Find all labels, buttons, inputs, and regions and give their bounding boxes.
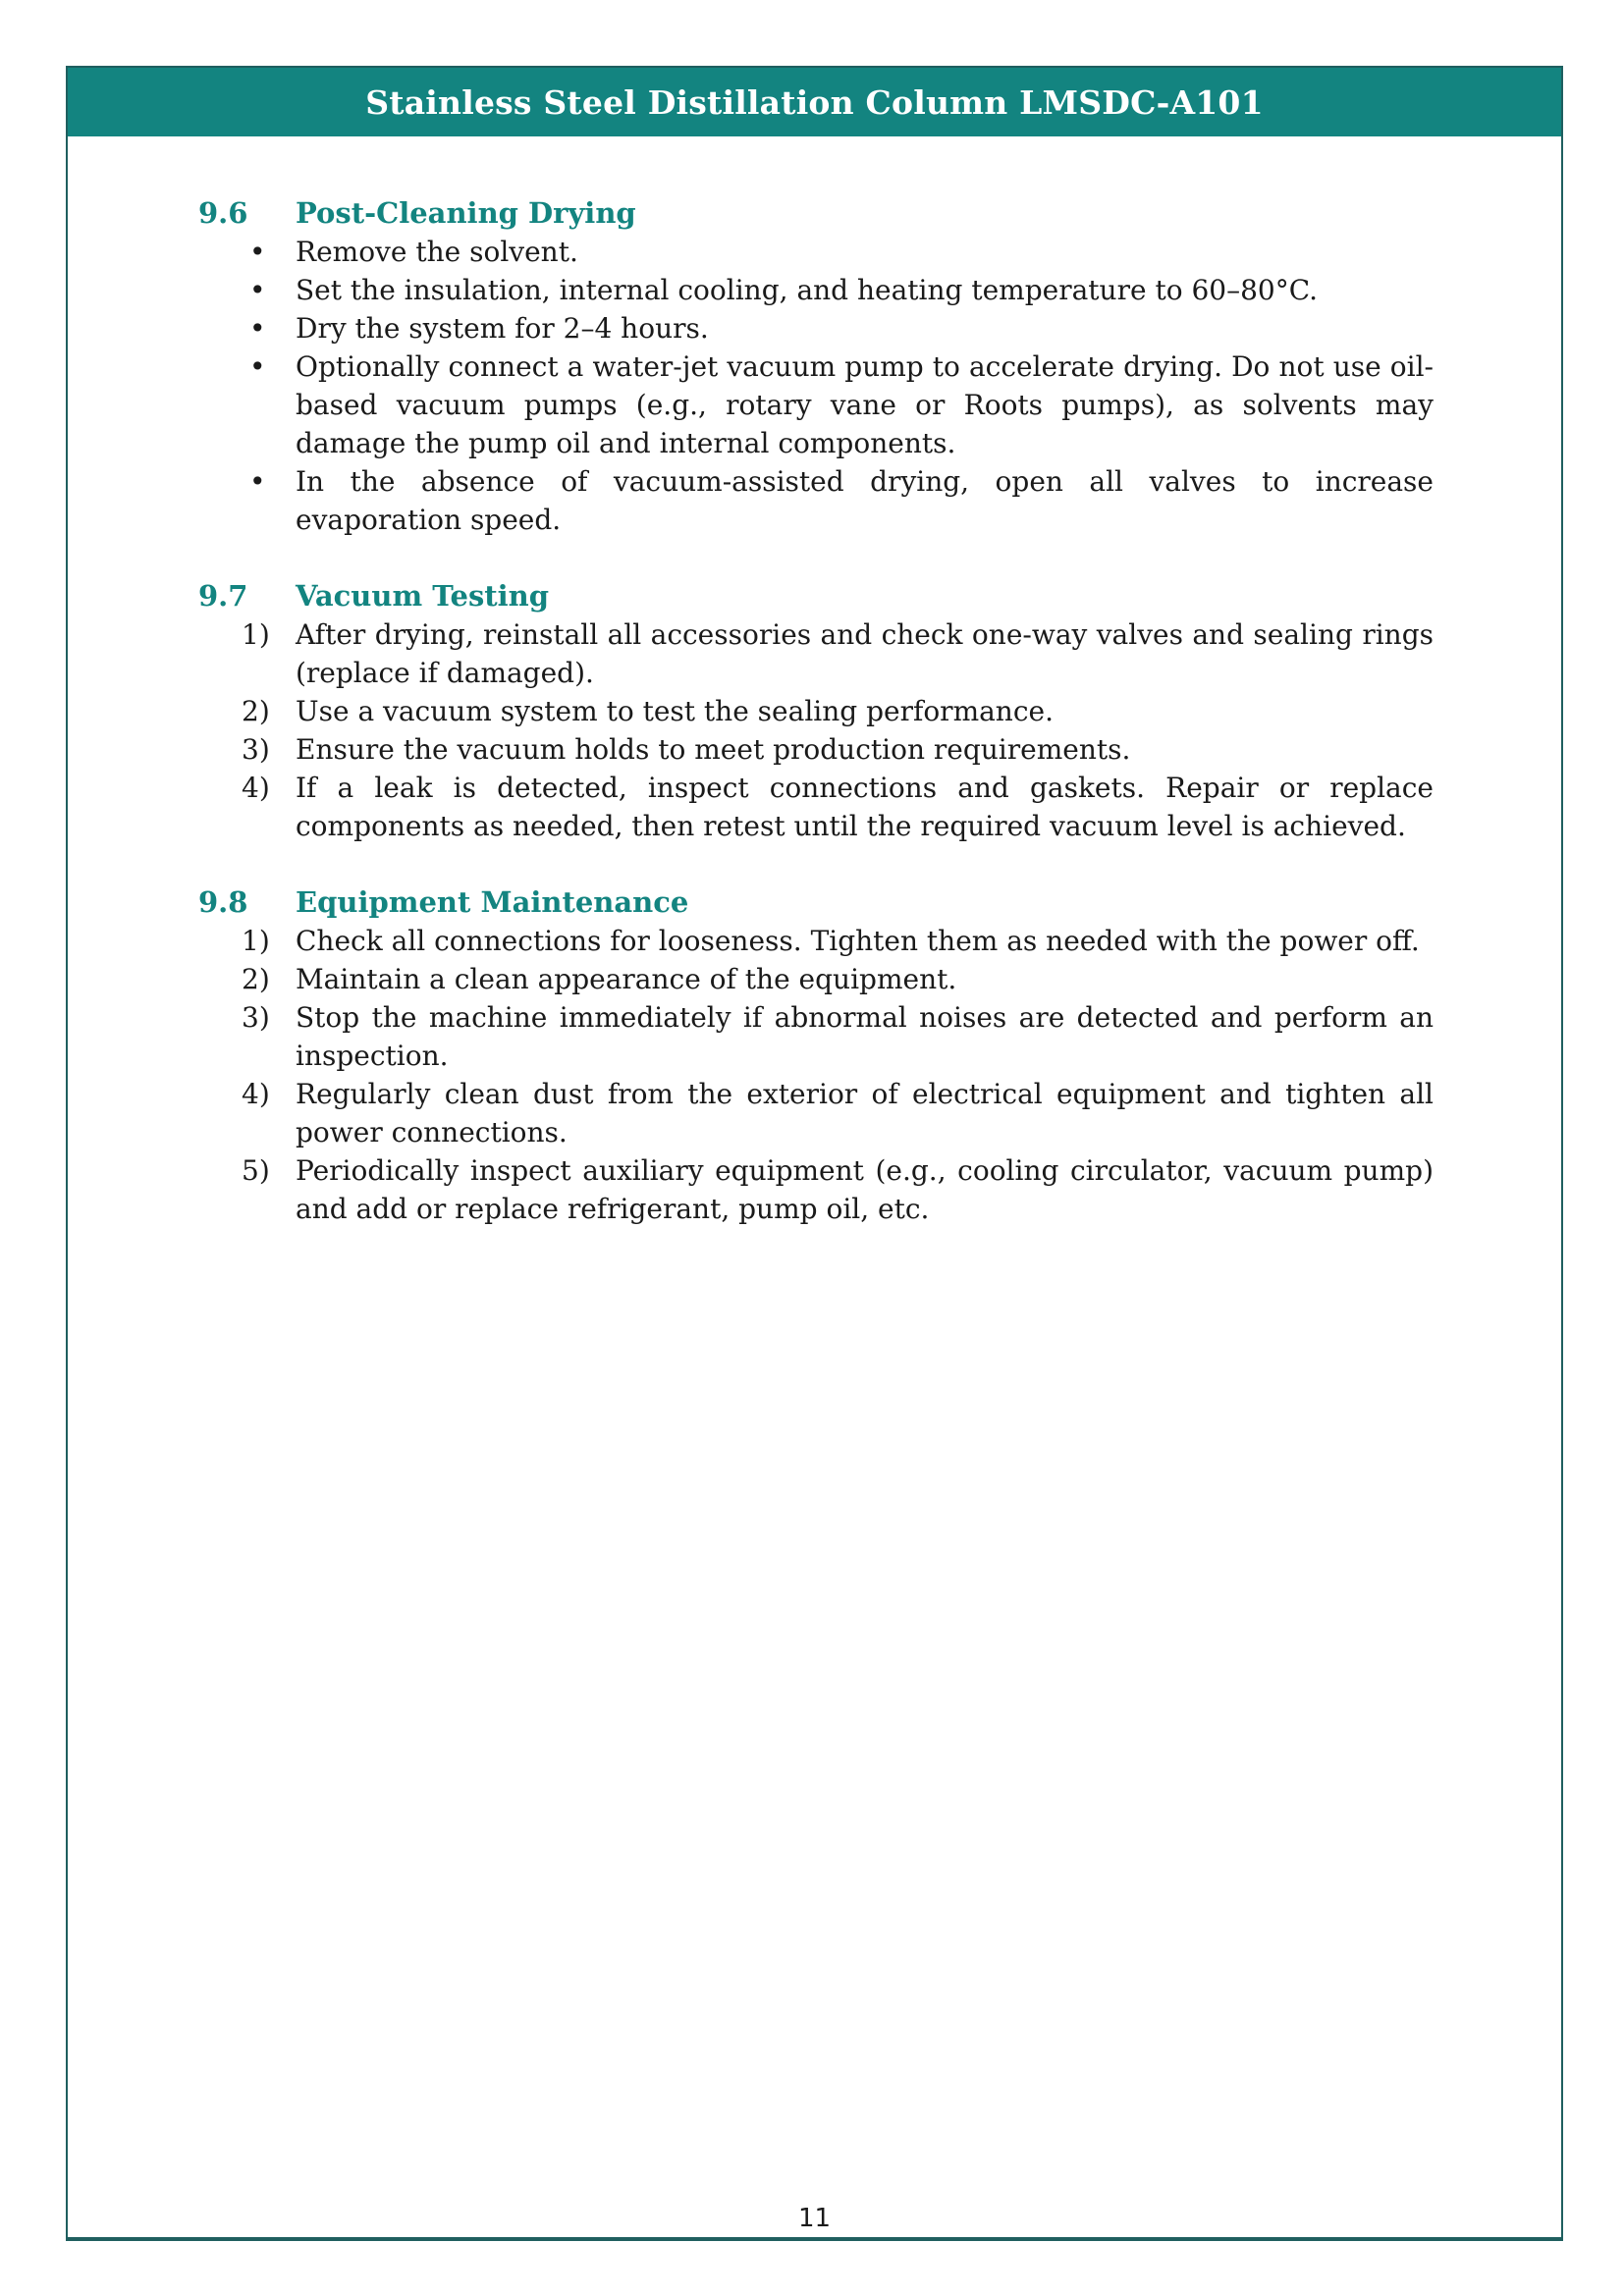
list-item-text: Optionally connect a water-jet vacuum pump to accelerate drying. Do not use oil-based vacuum pumps (e.g., rotary vane or Roots pumps), as solvents may damage the pump oil and internal components. (296, 350, 1434, 459)
list-item-text: Periodically inspect auxiliary equipment (e.g., cooling circulator, vacuum pump) and add or replace refrigerant, pump oil, etc. (296, 1154, 1434, 1225)
list-item (198, 730, 1434, 769)
section-heading (198, 194, 1434, 233)
bullet-icon: • (249, 274, 266, 306)
list-item-text: Ensure the vacuum holds to meet production requirements. (296, 733, 1131, 766)
list-item-text: After drying, reinstall all accessories and check one-way valves and sealing rings (replace if damaged). (296, 618, 1434, 689)
list-item (198, 998, 1434, 1075)
section-heading (198, 577, 1434, 615)
section-vacuum-testing (198, 577, 1434, 845)
list-item (198, 271, 1434, 309)
list-item-text: Set the insulation, internal cooling, and heating temperature to 60–80°C. (296, 274, 1319, 306)
bullet-icon: • (249, 236, 266, 268)
list-item-text: Dry the system for 2–4 hours. (296, 312, 709, 345)
list-item (198, 922, 1434, 960)
bullet-icon: • (249, 350, 266, 383)
document-title: Stainless Steel Distillation Column LMSDC-A101 (365, 82, 1264, 122)
list-marker: 2) (242, 963, 270, 995)
list-item (198, 960, 1434, 998)
section-title: Vacuum Testing (296, 579, 550, 613)
page-number: 11 (797, 2204, 832, 2233)
list-marker: 2) (242, 695, 270, 727)
list-marker: 3) (242, 733, 270, 766)
section-number: 9.7 (198, 579, 248, 613)
list-item-text: In the absence of vacuum-assisted drying, open all valves to increase evaporation speed. (296, 465, 1434, 536)
list-item (198, 692, 1434, 730)
numbered-list (198, 922, 1434, 1228)
section-number: 9.8 (198, 885, 248, 919)
section-title: Post-Cleaning Drying (296, 196, 636, 230)
list-item (198, 309, 1434, 347)
section-title: Equipment Maintenance (296, 885, 689, 919)
header-bar (68, 68, 1561, 136)
list-item-text: Stop the machine immediately if abnormal noises are detected and perform an inspection. (296, 1001, 1434, 1072)
bullet-icon: • (249, 465, 266, 498)
bullet-list (198, 233, 1434, 539)
list-item-text: Use a vacuum system to test the sealing performance. (296, 695, 1054, 727)
list-item-text: Maintain a clean appearance of the equipment. (296, 963, 957, 995)
list-item-text: Check all connections for looseness. Tighten them as needed with the power off. (296, 925, 1420, 957)
document-body (198, 194, 1434, 1266)
list-item (198, 347, 1434, 462)
section-heading (198, 883, 1434, 922)
list-item (198, 233, 1434, 271)
section-post-cleaning-drying (198, 194, 1434, 539)
list-item-text: Regularly clean dust from the exterior of electrical equipment and tighten all power connections. (296, 1078, 1434, 1148)
list-marker: 4) (242, 772, 270, 804)
list-marker: 5) (242, 1154, 270, 1187)
list-item (198, 615, 1434, 692)
list-marker: 1) (242, 618, 270, 651)
bullet-icon: • (249, 312, 266, 345)
list-item-text: Remove the solvent. (296, 236, 578, 268)
list-item (198, 462, 1434, 539)
list-marker: 4) (242, 1078, 270, 1110)
list-marker: 1) (242, 925, 270, 957)
list-item (198, 1151, 1434, 1228)
section-number: 9.6 (198, 196, 248, 230)
list-item (198, 769, 1434, 845)
list-item (198, 1075, 1434, 1151)
numbered-list (198, 615, 1434, 845)
section-equipment-maintenance (198, 883, 1434, 1228)
list-marker: 3) (242, 1001, 270, 1034)
list-item-text: If a leak is detected, inspect connections and gaskets. Repair or replace components as needed, then retest until the required vacuum level is achieved. (296, 772, 1434, 842)
